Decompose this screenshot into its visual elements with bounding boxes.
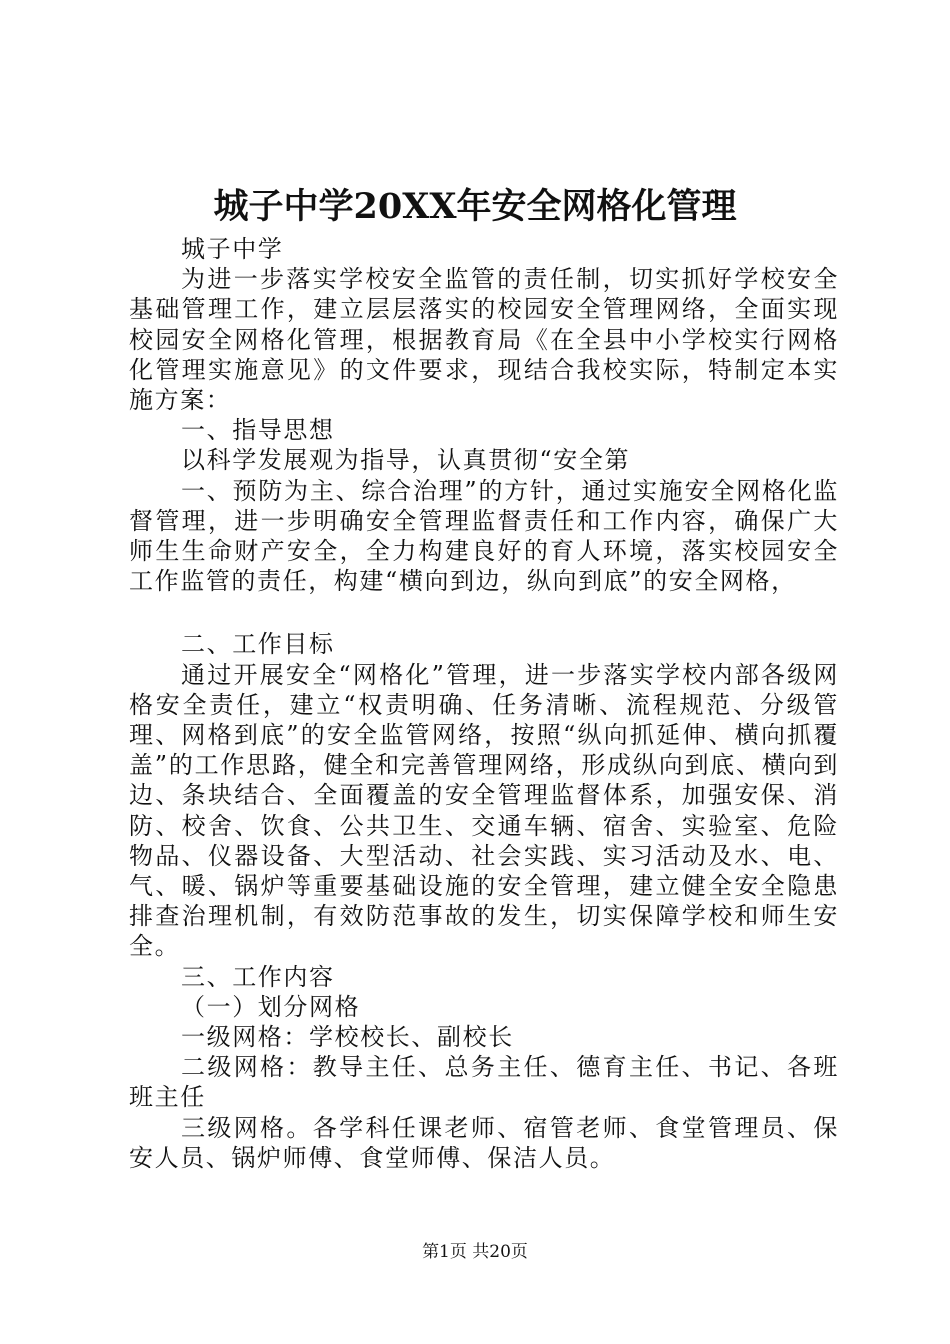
paragraph-grid-level-2: 二级网格：教导主任、总务主任、德育主任、书记、各班班主任 xyxy=(129,1053,839,1112)
heading-work-content: 三、工作内容 xyxy=(181,962,335,991)
paragraph-school-name: 城子中学 xyxy=(181,235,284,263)
subheading-grid-division: （一）划分网格 xyxy=(181,992,361,1021)
paragraph-guiding-2: 一、预防为主、综合治理”的方针，通过实施安全网格化监督管理，进一步明确安全管理监督责任和工作内容，确保广大师生生命财产安全，全力构建良好的育人环境，落实校园安全工作监管的责任，构建“横向到边，纵向到底”的安全网格， xyxy=(129,476,839,596)
paragraph-intro: 为进一步落实学校安全监管的责任制，切实抓好学校安全基础管理工作，建立层层落实的校园安全管理网络，全面实现校园安全网格化管理，根据教育局《在全县中小学校实行网格化管理实施意见》的文件要求，现结合我校实际，特制定本实施方案： xyxy=(129,265,839,415)
document-body xyxy=(129,234,839,1173)
heading-guiding-ideology: 一、指导思想 xyxy=(181,416,335,445)
document-title: 城子中学20XX年安全网格化管理 xyxy=(213,186,737,227)
paragraph-guiding-1: 以科学发展观为指导，认真贯彻“安全第 xyxy=(181,446,631,475)
page-footer: 第1页 共20页 xyxy=(422,1242,528,1262)
heading-work-goals: 二、工作目标 xyxy=(181,630,335,659)
paragraph-work-goals: 通过开展安全“网格化”管理，进一步落实学校内部各级网格安全责任，建立“权责明确、任务清晰、流程规范、分级管理、网格到底”的安全监管网络，按照“纵向抓延伸、横向抓覆盖”的工作思路，健全和完善管理网络，形成纵向到底、横向到边、条块结合、全面覆盖的安全管理监督体系，加强安保、消防、校舍、饮食、公共卫生、交通车辆、宿舍、实验室、危险物品、仪器设备、大型活动、社会实践、实习活动及水、电、气、暖、锅炉等重要基础设施的安全管理，建立健全安全隐患排查治理机制，有效防范事故的发生，切实保障学校和师生安全。 xyxy=(129,660,839,961)
paragraph-grid-level-3: 三级网格。各学科任课老师、宿管老师、食堂管理员、保安人员、锅炉师傅、食堂师傅、保洁人员。 xyxy=(129,1113,839,1172)
paragraph-grid-level-1: 一级网格：学校校长、副校长 xyxy=(181,1023,514,1052)
